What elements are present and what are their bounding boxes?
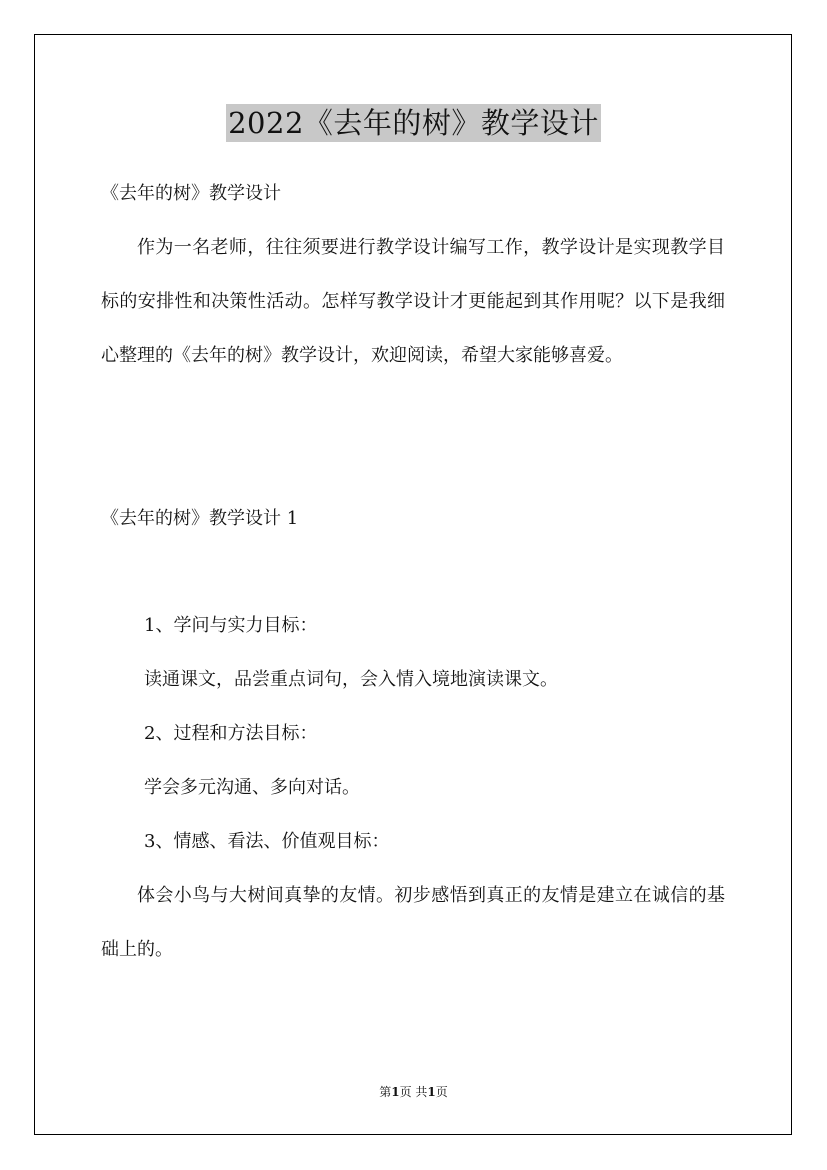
- goal-text-1: 读通课文，品尝重点词句，会入情入境地演读课文。: [144, 669, 558, 690]
- goal-heading-1: 1、学问与实力目标：: [144, 615, 318, 636]
- goal-heading-3: 3、情感、看法、价值观目标：: [144, 831, 390, 852]
- goal-heading-2: 2、过程和方法目标：: [144, 723, 318, 744]
- page-mid: 页 共: [399, 1085, 428, 1099]
- goal-text-2: 学会多元沟通、多向对话。: [144, 777, 360, 798]
- intro-paragraph: 作为一名老师，往往须要进行教学设计编写工作，教学设计是实现教学目标的安排性和决策性活动。怎样写教学设计才更能起到其作用呢？以下是我细心整理的《去年的树》教学设计，欢迎阅读，希望大家能够喜爱。: [101, 237, 725, 366]
- page-footer: [0, 1084, 827, 1100]
- goal-text-3: 体会小鸟与大树间真挚的友情。初步感悟到真正的友情是建立在诚信的基础上的。: [101, 885, 725, 960]
- page-suffix: 页: [435, 1085, 448, 1099]
- title-container: [0, 104, 827, 142]
- page-current: 1: [391, 1085, 400, 1099]
- document-title: 2022《去年的树》教学设计: [228, 106, 599, 140]
- page-total: 1: [427, 1085, 436, 1099]
- page-prefix: 第: [379, 1085, 392, 1099]
- document-subtitle: 《去年的树》教学设计: [101, 183, 281, 204]
- section-heading: 《去年的树》教学设计 1: [101, 508, 299, 529]
